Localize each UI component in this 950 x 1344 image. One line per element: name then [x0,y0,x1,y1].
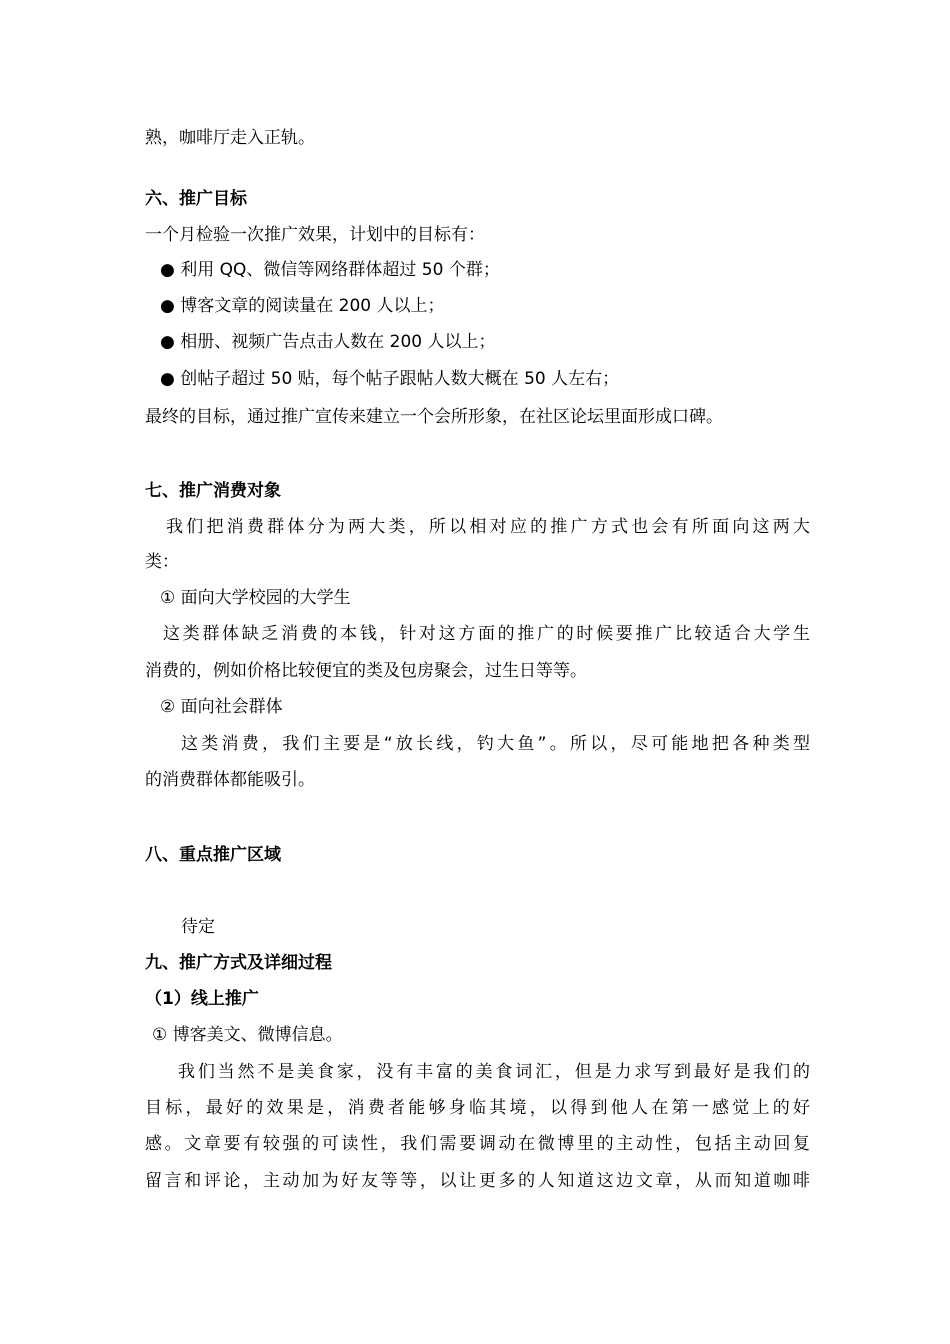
bullet-item: ● 创帖子超过 50 贴，每个帖子跟帖人数大概在 50 人左右； [160,369,620,389]
bullet-item: ● 博客文章的阅读量在 200 人以上； [160,296,445,316]
list-item: ② 面向社会群体 [160,697,283,717]
bullet-item: ● 利用 QQ、微信等网络群体超过 50 个群； [160,260,500,280]
section-heading-6: 六、推广目标 [145,189,247,209]
paragraph-line: 消费的，例如价格比较便宜的类及包房聚会，过生日等等。 [145,661,587,681]
paragraph-line: 最终的目标，通过推广宣传来建立一个会所形象，在社区论坛里面形成口碑。 [145,407,723,427]
paragraph-line: 这类群体缺乏消费的本钱，针对这方面的推广的时候要推广比较适合大学生 [163,624,810,644]
paragraph-line: 我们把消费群体分为两大类，所以相对应的推广方式也会有所面向这两大 [166,517,810,537]
list-item: ① 面向大学校园的大学生 [160,588,351,608]
paragraph-line: 熟，咖啡厅走入正轨。 [145,128,315,148]
section-heading-8: 八、重点推广区域 [145,845,281,865]
section-heading-7: 七、推广消费对象 [145,481,281,501]
subsection-heading: （1）线上推广 [145,989,259,1009]
section-heading-9: 九、推广方式及详细过程 [145,953,332,973]
paragraph-line: 类： [145,552,179,572]
paragraph-line: 的消费群体都能吸引。 [145,770,315,790]
paragraph-line: 待定 [181,917,215,937]
list-item: ① 博客美文、微博信息。 [152,1025,343,1045]
paragraph-line: 留言和评论，主动加为好友等等，以让更多的人知道这边文章，从而知道咖啡 [145,1171,810,1191]
paragraph-line: 这类消费，我们主要是“放长线，钓大鱼”。所以，尽可能地把各种类型 [181,734,810,754]
paragraph-line: 我们当然不是美食家，没有丰富的美食词汇，但是力求写到最好是我们的 [178,1062,810,1082]
bullet-item: ● 相册、视频广告点击人数在 200 人以上； [160,332,496,352]
paragraph-line: 一个月检验一次推广效果，计划中的目标有： [145,225,485,245]
paragraph-line: 感。文章要有较强的可读性，我们需要调动在微博里的主动性，包括主动回复 [145,1134,810,1154]
paragraph-line: 目标，最好的效果是，消费者能够身临其境，以得到他人在第一感觉上的好 [145,1098,810,1118]
